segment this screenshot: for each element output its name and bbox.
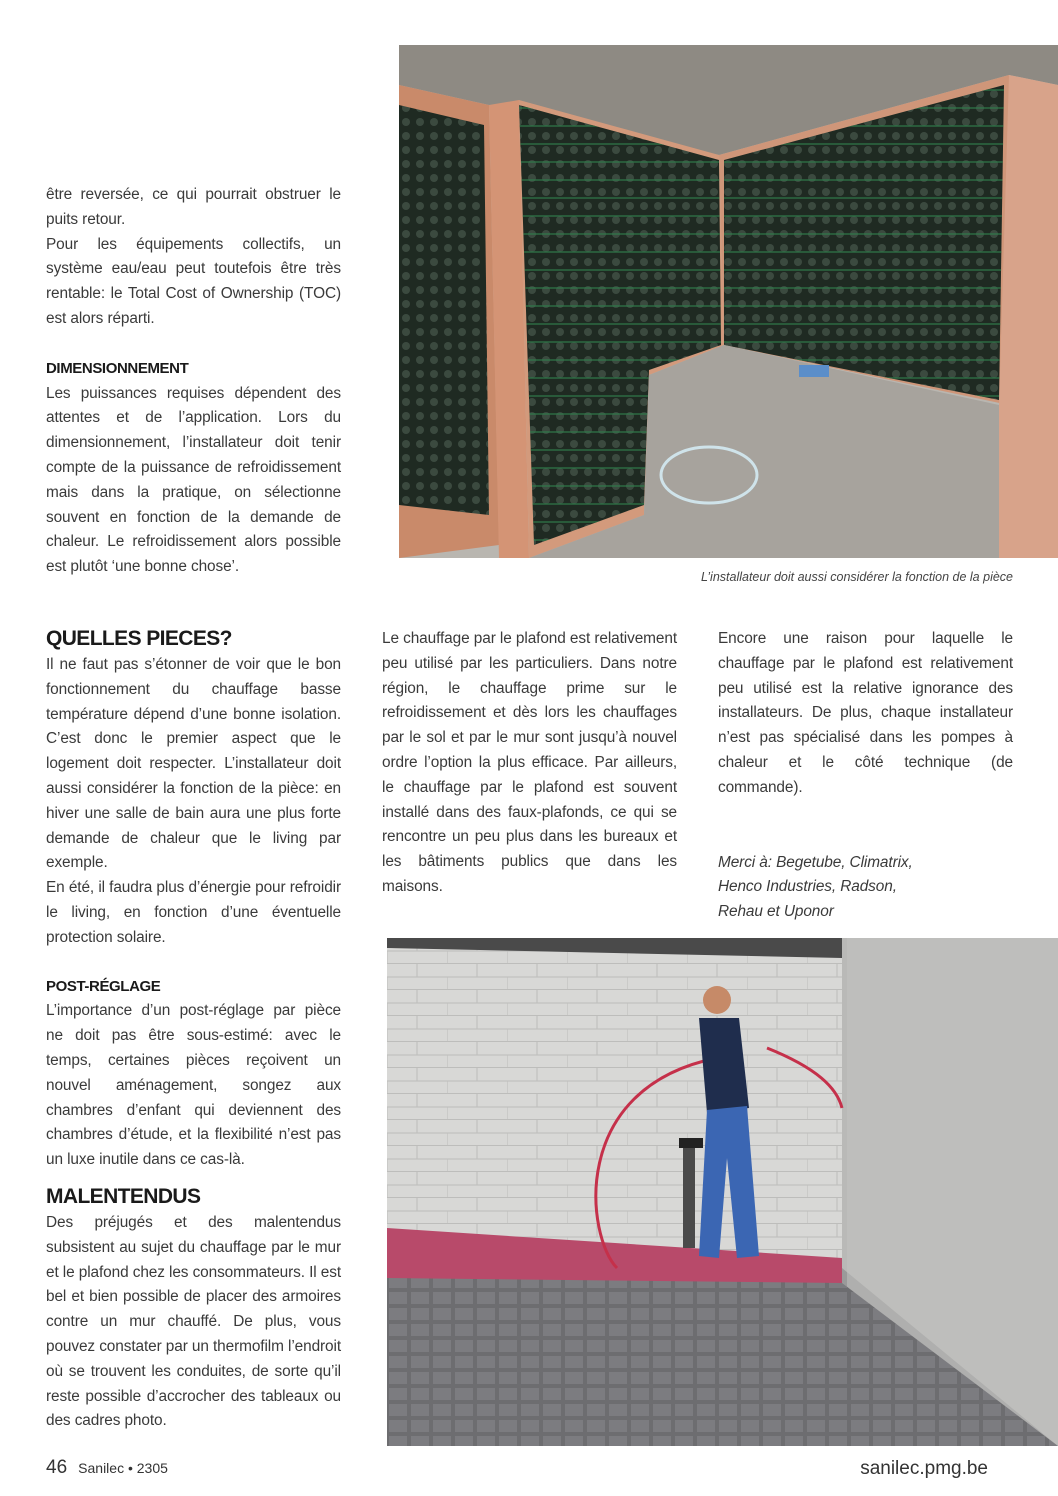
intro-paragraph-1: être reversée, ce qui pourrait obstruer le puits retour. bbox=[46, 186, 341, 228]
thanks-line-2: Henco Industries, Radson, bbox=[718, 878, 897, 896]
thanks-line-1: Merci à: Begetube, Climatrix, bbox=[718, 853, 913, 871]
photo-caption: L’installateur doit aussi considérer la fonction de la pièce bbox=[701, 570, 1013, 584]
photo-wall-heating bbox=[399, 45, 1058, 558]
heading-malentendus: MALENTENDUS bbox=[46, 1184, 201, 1208]
page-number: 46 bbox=[46, 1457, 68, 1478]
heading-dimensionnement: DIMENSIONNEMENT bbox=[46, 359, 189, 377]
heading-post-reglage: POST-RÉGLAGE bbox=[46, 977, 161, 995]
intro-paragraph-2: Pour les équipements collectifs, un système eau/eau peut toutefois être très rentable: le Total Cost of Ownership (TOC) est alors réparti. bbox=[46, 235, 341, 327]
magazine-issue: Sanilec • 2305 bbox=[78, 1460, 168, 1476]
wall-heating-illustration bbox=[399, 45, 1058, 558]
floor-heating-illustration bbox=[387, 938, 1058, 1446]
heading-quelles-pieces: QUELLES PIECES? bbox=[46, 627, 232, 650]
website-link[interactable]: sanilec.pmg.be bbox=[860, 1458, 988, 1479]
quelles-pieces-paragraph-1: Il ne faut pas s’étonner de voir que le bon fonctionnement du chauffage basse température dépend d’une bonne isolation. C’est donc le premier aspect que le logement doit respecter. L’installateur doit aussi considérer la fonction de la pièce: en hiver une salle de bain aura une plus forte demande de chaleur que le living par exemple. bbox=[46, 656, 341, 872]
post-reglage-body: L’importance d’un post-réglage par pièce ne doit pas être sous-estimé: avec le temps, certaines pièces reçoivent un nouvel aménagement, songez aux chambres d’enfant qui deviennent des chambres d’étude, et la flexibilité n’est pas un luxe inutile dans ce cas-là. bbox=[46, 1002, 341, 1169]
quelles-pieces-paragraph-2: En été, il faudra plus d’énergie pour refroidir le living, en fonction d’une éventuelle protection solaire. bbox=[46, 879, 341, 946]
main-column-3 bbox=[718, 627, 1013, 925]
photo-floor-heating bbox=[387, 938, 1058, 1446]
malentendus-body: Des préjugés et des malentendus subsistent au sujet du chauffage par le mur et le plafond chez les consommateurs. Il est bel et bien possible de placer des armoires contre un mur chauffé. De plus, vous pouvez constater par un thermofilm l’endroit où se trouvent les conduites, de sorte qu’il reste possible d’accrocher des tableaux ou des cadres photo. bbox=[46, 1213, 342, 1430]
col2-body: Le chauffage par le plafond est relativement peu utilisé par les particuliers. Dans notre région, le chauffage prime sur le refroidissement et dès lors les chauffages par le sol et par le mur sont jusqu’à nouvel ordre l’option la plus efficace. Par ailleurs, le chauffage par le plafond est souvent installé dans des faux-plafonds, ce qui se rencontre un peu plus dans les bureaux et les bâtiments publics que dans les maisons. bbox=[382, 630, 677, 895]
main-column-1 bbox=[46, 625, 341, 1434]
thanks-line-3: Rehau et Uponor bbox=[718, 903, 834, 921]
page-footer-left bbox=[46, 1457, 168, 1479]
col3-body: Encore une raison pour laquelle le chauffage par le plafond est relativement peu utilisé est la relative ignorance des installateurs. De plus, chaque installateur n’est pas spécialisé dans les pompes à chaleur et le côté technique (de commande). bbox=[718, 630, 1013, 796]
main-column-2 bbox=[382, 627, 677, 900]
intro-column bbox=[46, 183, 341, 580]
dimensionnement-body: Les puissances requises dépendent des attentes et de l’application. Lors du dimensionnement, l’installateur doit tenir compte de la puissance de refroidissement mais dans la pratique, on sélectionne souvent en fonction de la demande de chaleur. Le refroidissement alors possible est plutôt ‘une bonne chose’. bbox=[46, 384, 341, 576]
